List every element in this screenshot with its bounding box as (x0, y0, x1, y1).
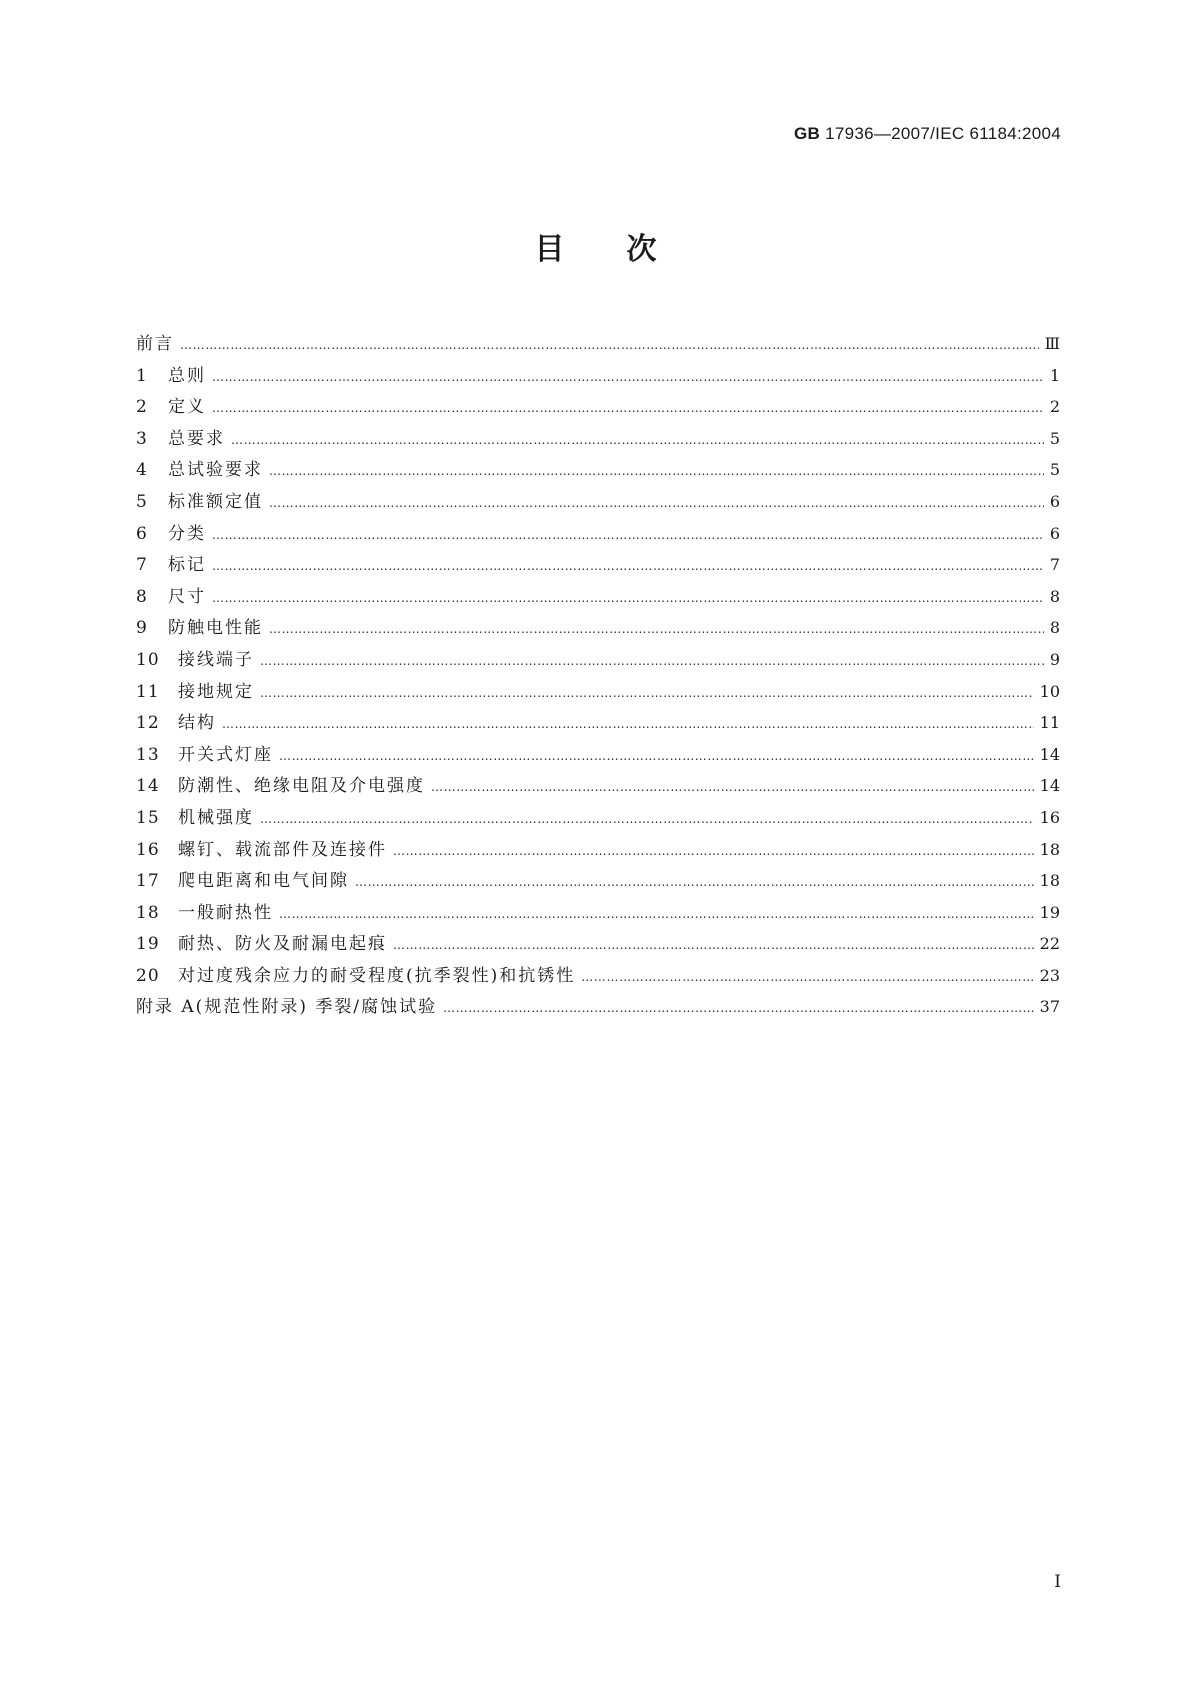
toc-leader-dots (212, 362, 1044, 394)
toc-entry-label: 分类 (168, 523, 206, 544)
toc-entry-number: 4 (136, 460, 148, 481)
toc-leader-dots (269, 456, 1044, 488)
toc-entry-page: 9 (1049, 649, 1060, 669)
toc-entry-page: 5 (1049, 428, 1060, 448)
toc-leader-dots (279, 899, 1034, 931)
toc-entry[interactable] (136, 865, 1060, 897)
toc-entry[interactable] (136, 644, 1060, 676)
toc-entry-label: 耐热、防火及耐漏电起痕 (178, 934, 387, 955)
toc-entry-number: 1 (136, 365, 148, 386)
toc-entry[interactable] (136, 834, 1060, 866)
toc-entry-page: 14 (1039, 744, 1060, 764)
toc-entry-number: 11 (136, 681, 160, 702)
toc-leader-dots (212, 393, 1044, 425)
toc-entry-page: 7 (1049, 555, 1060, 575)
toc-entry[interactable] (136, 454, 1060, 486)
toc-entry-page: 11 (1039, 713, 1060, 733)
toc-leader-dots (269, 614, 1044, 646)
toc-leader-dots (581, 962, 1033, 994)
toc-entry-page: 19 (1039, 902, 1060, 922)
toc-entry[interactable] (136, 391, 1060, 423)
toc-leader-dots (212, 583, 1044, 615)
toc-entry[interactable] (136, 991, 1060, 1023)
toc-entry-label: 一般耐热性 (178, 902, 273, 923)
toc-leader-dots (393, 930, 1034, 962)
toc-leader-dots (222, 709, 1034, 741)
toc-entry[interactable] (136, 612, 1060, 644)
toc-leader-dots (443, 993, 1034, 1025)
toc-leader-dots (180, 330, 1039, 362)
toc-entry-label: 附录 A(规范性附录) 季裂/腐蚀试验 (136, 997, 438, 1018)
toc-entry-page: 10 (1039, 681, 1060, 701)
toc-entry-label: 防触电性能 (168, 618, 263, 639)
toc-entry[interactable] (136, 518, 1060, 550)
toc-title: 目次 (534, 232, 719, 267)
toc-entry[interactable] (136, 360, 1060, 392)
toc-entry-number: 10 (136, 649, 160, 670)
toc-entry-number: 15 (136, 807, 160, 828)
toc-entry-label: 前言 (136, 334, 174, 354)
toc-entry-label: 总试验要求 (168, 460, 263, 481)
toc-entry-page: 1 (1049, 365, 1060, 385)
toc-leader-dots (355, 867, 1034, 899)
table-of-contents (136, 328, 1060, 1023)
toc-entry-page: 6 (1049, 523, 1060, 543)
toc-entry-label: 标准额定值 (168, 491, 263, 512)
toc-entry[interactable] (136, 897, 1060, 929)
toc-entry-label: 标记 (168, 555, 206, 576)
toc-entry-label: 爬电距离和电气间隙 (178, 871, 349, 892)
toc-entry[interactable] (136, 802, 1060, 834)
toc-entry[interactable] (136, 770, 1060, 802)
toc-entry-number: 18 (136, 902, 160, 923)
toc-entry-label: 接地规定 (178, 681, 254, 702)
toc-entry[interactable] (136, 960, 1060, 992)
toc-leader-dots (212, 551, 1044, 583)
toc-entry-page: 2 (1049, 397, 1060, 417)
toc-entry-label: 定义 (168, 397, 206, 418)
toc-entry[interactable] (136, 486, 1060, 518)
toc-leader-dots (260, 678, 1034, 710)
toc-entry-page: 37 (1039, 997, 1060, 1017)
toc-entry-number: 3 (136, 428, 148, 449)
toc-entry-number: 6 (136, 523, 148, 544)
toc-entry-number: 19 (136, 934, 160, 955)
toc-entry-page: 14 (1039, 776, 1060, 796)
toc-entry-label: 开关式灯座 (178, 744, 273, 765)
toc-entry-number: 14 (136, 776, 160, 797)
toc-leader-dots (231, 425, 1044, 457)
toc-entry-number: 8 (136, 586, 148, 607)
toc-entry-page: 18 (1039, 839, 1060, 859)
toc-entry-label: 防潮性、绝缘电阻及介电强度 (178, 776, 425, 797)
toc-entry-number: 13 (136, 744, 160, 765)
toc-leader-dots (393, 836, 1034, 868)
toc-entry[interactable] (136, 549, 1060, 581)
toc-entry-number: 12 (136, 713, 160, 734)
toc-entry[interactable] (136, 328, 1060, 360)
toc-entry[interactable] (136, 707, 1060, 739)
toc-entry-number: 2 (136, 397, 148, 418)
toc-entry-number: 16 (136, 839, 160, 860)
toc-entry-label: 螺钉、载流部件及连接件 (178, 839, 387, 860)
toc-entry-page: 16 (1039, 807, 1060, 827)
toc-entry[interactable] (136, 581, 1060, 613)
toc-entry-number: 20 (136, 965, 160, 986)
page-number: I (1054, 1572, 1061, 1592)
toc-entry-page: Ⅲ (1044, 334, 1060, 353)
toc-entry-page: 6 (1049, 491, 1060, 511)
toc-leader-dots (269, 488, 1044, 520)
toc-entry-number: 5 (136, 491, 148, 512)
toc-entry-page: 22 (1039, 934, 1060, 954)
toc-entry[interactable] (136, 928, 1060, 960)
toc-leader-dots (212, 520, 1044, 552)
standard-prefix: GB (793, 124, 821, 143)
toc-entry-page: 5 (1049, 460, 1060, 480)
toc-entry[interactable] (136, 423, 1060, 455)
toc-entry-page: 23 (1039, 965, 1060, 985)
standard-code: 17936—2007/IEC 61184:2004 (820, 124, 1061, 143)
toc-entry-label: 机械强度 (178, 807, 254, 828)
toc-entry-label: 总则 (168, 365, 206, 386)
toc-entry-page: 8 (1049, 586, 1060, 606)
standard-number (794, 124, 1061, 144)
toc-leader-dots (431, 772, 1034, 804)
toc-entry-label: 接线端子 (178, 649, 254, 670)
toc-entry-label: 总要求 (168, 428, 225, 449)
toc-leader-dots (279, 741, 1034, 773)
toc-entry-page: 8 (1049, 618, 1060, 638)
toc-entry-number: 7 (136, 555, 148, 576)
toc-entry-label: 对过度残余应力的耐受程度(抗季裂性)和抗锈性 (178, 965, 576, 986)
toc-entry[interactable] (136, 739, 1060, 771)
toc-leader-dots (260, 646, 1044, 678)
toc-entry-label: 结构 (178, 713, 216, 734)
toc-entry-number: 9 (136, 618, 148, 639)
toc-entry[interactable] (136, 676, 1060, 708)
toc-entry-page: 18 (1039, 871, 1060, 891)
toc-entry-number: 17 (136, 871, 160, 892)
toc-entry-label: 尺寸 (168, 586, 206, 607)
toc-leader-dots (260, 804, 1034, 836)
